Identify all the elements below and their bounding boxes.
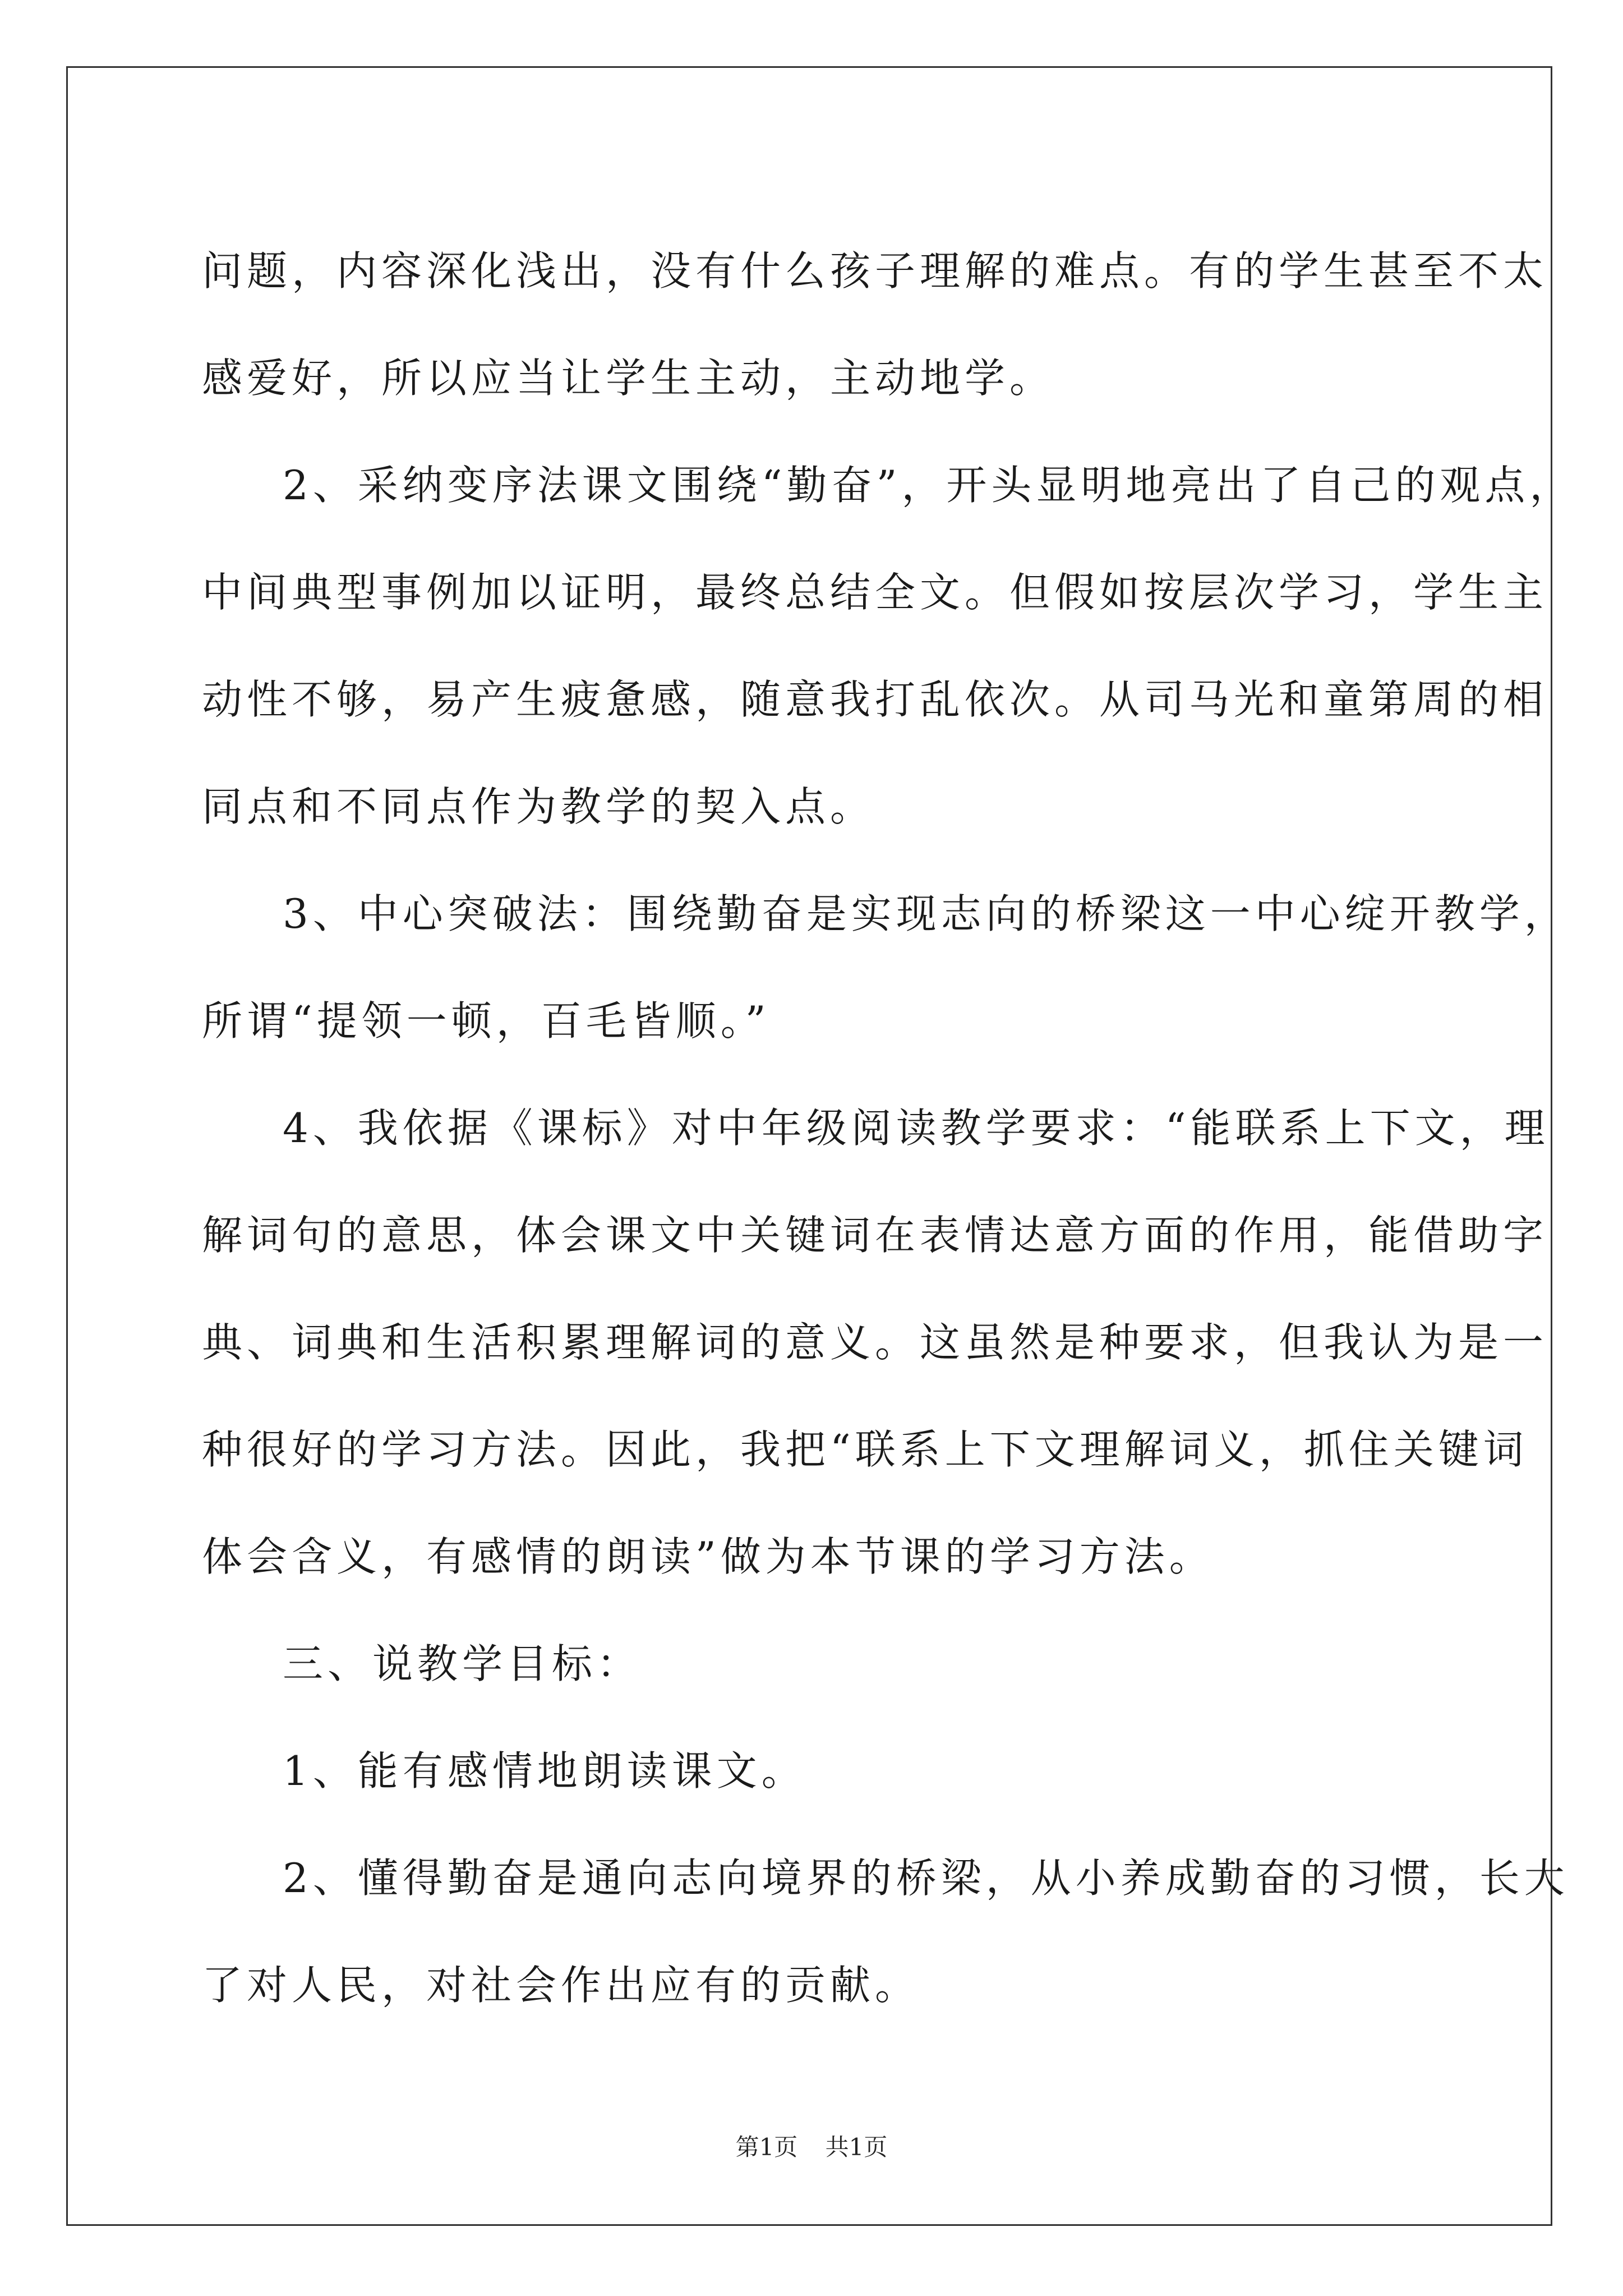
page-number-current: 第1页 xyxy=(735,2133,798,2161)
text-line: 解词句的意思，体会课文中关键词在表情达意方面的作用，能借助字 xyxy=(202,1212,1548,1259)
page-number-total: 共1页 xyxy=(825,2133,888,2161)
text-line: 动性不够，易产生疲惫感，随意我打乱依次。从司马光和童第周的相 xyxy=(202,676,1548,723)
page-footer xyxy=(0,2131,1623,2164)
text-line: 种很好的学习方法。因此，我把“联系上下文理解词义，抓住关键词 xyxy=(202,1426,1528,1473)
text-line: 2、采纳变序法课文围绕“勤奋”，开头显明地亮出了自己的观点， xyxy=(283,462,1575,509)
section-heading: 三、说教学目标： xyxy=(283,1640,642,1687)
text-line: 所谓“提领一顿，百毛皆顺。” xyxy=(202,997,771,1045)
text-line: 1、能有感情地朗读课文。 xyxy=(283,1747,806,1795)
text-line: 感爱好，所以应当让学生主动，主动地学。 xyxy=(202,355,1055,402)
text-line: 问题，内容深化浅出，没有什么孩子理解的难点。有的学生甚至不太 xyxy=(202,247,1548,295)
text-line: 体会含义，有感情的朗读”做为本节课的学习方法。 xyxy=(202,1533,1214,1580)
text-line: 了对人民，对社会作出应有的贡献。 xyxy=(202,1962,920,2009)
text-line: 典、词典和生活积累理解词的意义。这虽然是种要求，但我认为是一 xyxy=(202,1319,1548,1366)
text-line: 同点和不同点作为教学的契入点。 xyxy=(202,783,875,830)
document-body xyxy=(202,218,1575,2039)
text-line: 3、中心突破法：围绕勤奋是实现志向的桥梁这一中心绽开教学， xyxy=(283,890,1569,937)
text-line: 2、懂得勤奋是通向志向境界的桥梁，从小养成勤奋的习惯，长大 xyxy=(283,1855,1569,1902)
text-line: 中间典型事例加以证明，最终总结全文。但假如按层次学习，学生主 xyxy=(202,569,1548,616)
text-line: 4、我依据《课标》对中年级阅读教学要求：“能联系上下文，理 xyxy=(283,1105,1550,1152)
